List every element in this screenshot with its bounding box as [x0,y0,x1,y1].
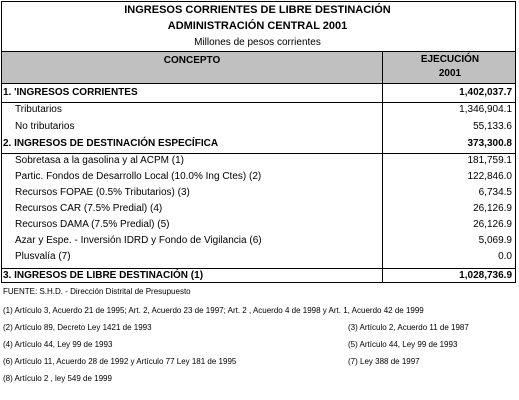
header-ejecucion-label: EJECUCIÓN [420,54,480,65]
header-year: 2001 [438,68,462,79]
table-row [2,137,515,154]
footnote-8: (8) Artículo 2 , ley 549 de 1999 [3,374,112,383]
table-row [2,120,515,136]
row-value: 55,133.6 [473,121,512,132]
table-row [2,103,515,119]
footnote-5: (5) Artículo 44, Ley 99 de 1993 [348,340,458,349]
row-label: Sobretasa a la gasolina y al ACPM (1) [15,155,184,166]
row-label: Recursos DAMA (7.5% Predial) (5) [15,219,170,230]
row-value: 181,759.1 [467,155,512,166]
row-value: 1,346,904.1 [459,104,512,115]
row-value: 6,734.5 [478,187,512,198]
row-label: Azar y Espe. - Inversión IDRD y Fondo de Vigilancia (6) [15,235,262,246]
footnote-4: (4) Artículo 44, Ley 99 de 1993 [3,340,113,349]
table-row [2,218,515,234]
row-value: 5,069.9 [478,235,512,246]
header-ejecucion [385,53,515,81]
footnote-6: (6) Artículo 11, Acuerdo 28 de 1992 y Artículo 77 Ley 181 de 1995 [3,357,237,366]
table-row [2,154,515,170]
source-note: FUENTE: S.H.D. - Dirección Distrital de Presupuesto [3,287,191,296]
row-label: Plusvalía (7) [15,251,71,262]
header-concept: CONCEPTO [163,55,221,66]
table-subtitle: ADMINISTRACIÓN CENTRAL 2001 [167,20,348,32]
total-row [2,268,515,283]
footnote-2: (2) Artículo 89, Decreto Ley 1421 de 1993 [3,323,152,332]
row-value: 26,126.9 [473,219,512,230]
footnote-3: (3) Artículo 2, Acuerdo 11 de 1987 [348,323,469,332]
total-value: 1,028,736.9 [459,270,512,281]
row-label: Recursos CAR (7.5% Predial) (4) [15,203,163,214]
row-value: 122,846.0 [467,171,512,182]
row-label: Tributarios [15,104,62,115]
row-value: 1,402,037.7 [459,87,512,98]
row-label: 2. INGRESOS DE DESTINACIÓN ESPECÍFICA [3,138,219,149]
table-row [2,202,515,218]
table-row [2,86,515,103]
total-label: 3. INGRESOS DE LIBRE DESTINACIÓN (1) [3,270,204,281]
table-header [2,51,515,84]
row-value: 0.0 [498,251,512,262]
row-value: 373,300.8 [467,138,512,149]
row-value: 26,126.9 [473,203,512,214]
table-row [2,186,515,202]
footnote-1: (1) Artículo 3, Acuerdo 21 de 1995; Art. 2, Acuerdo 23 de 1997; Art. 2 , Acuerdo 4 de 1998 y Art. 1, Acuerdo 42 de 1999 [3,306,424,315]
units-note: Millones de pesos corrientes [194,37,321,48]
row-label: Partic. Fondos de Desarrollo Local (10.0% Ing Ctes) (2) [15,171,262,182]
row-label: 1. 'INGRESOS CORRIENTES [3,87,138,98]
footnote-7: (7) Ley 388 de 1997 [348,357,420,366]
row-label: No tributarios [15,121,75,132]
table-row [2,170,515,186]
row-label: Recursos FOPAE (0.5% Tributarios) (3) [15,187,190,198]
table-row [2,234,515,250]
table-title: INGRESOS CORRIENTES DE LIBRE DESTINACIÓN [124,4,391,16]
